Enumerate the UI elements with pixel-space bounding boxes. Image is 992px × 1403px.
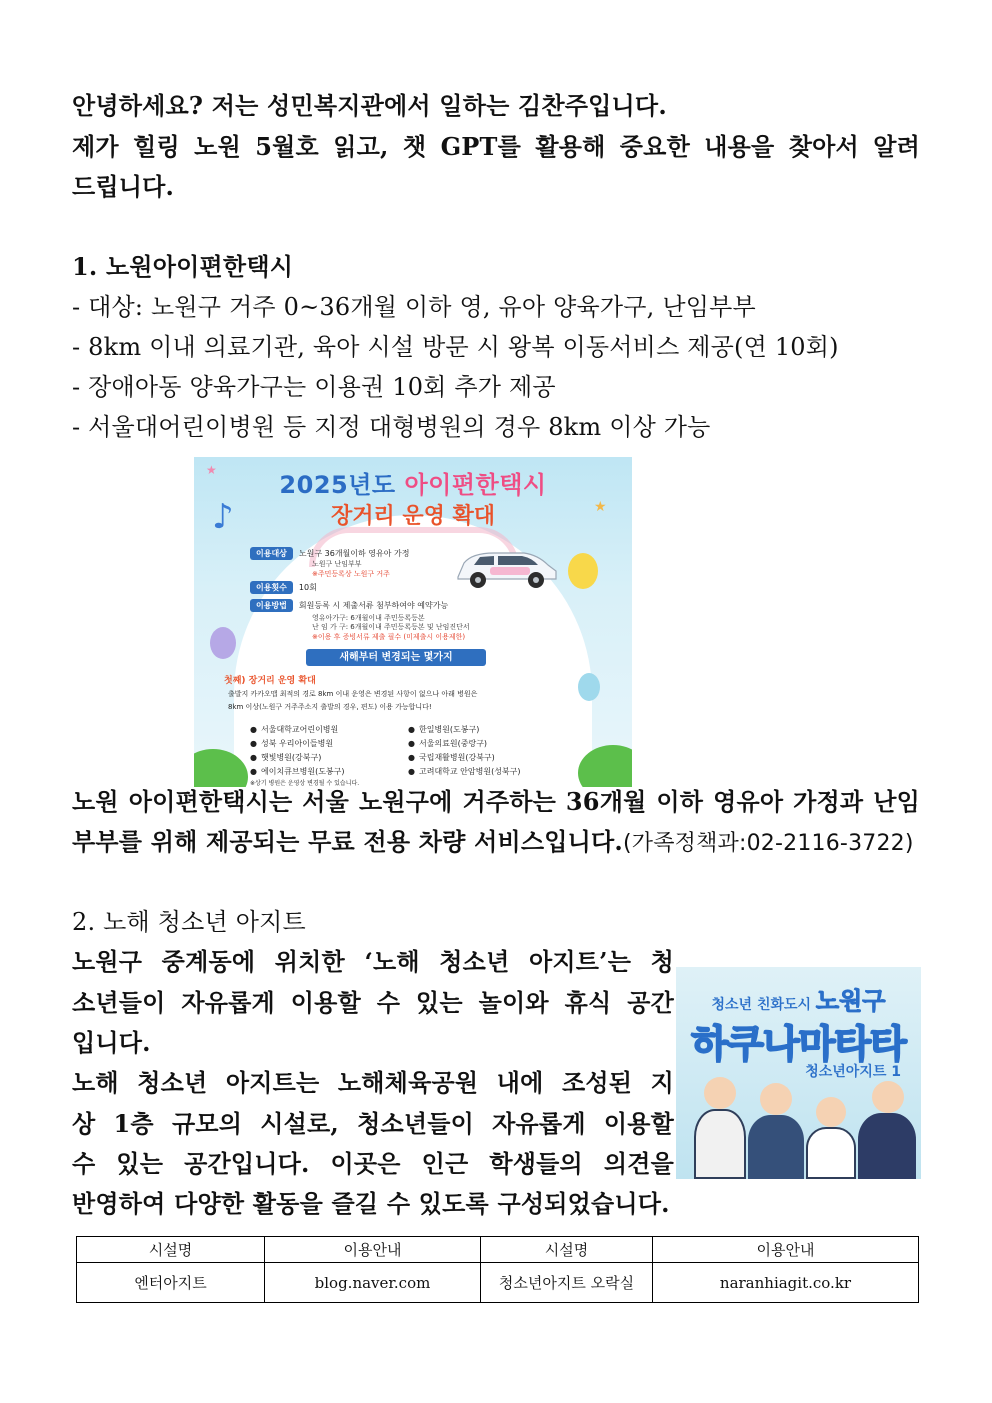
poster-count-row: 이용횟수 10회	[250, 581, 317, 594]
star-icon: ★	[206, 463, 217, 477]
intro-line-1: 안녕하세요? 저는 성민복지관에서 일하는 김찬주입니다.	[72, 91, 667, 120]
section1-bullet-2: - 8km 이내 의료기관, 육아 시설 방문 시 왕복 이동서비스 제공(연 10회)	[72, 333, 839, 361]
badge-main-text: 하쿠나마타타	[691, 1022, 906, 1066]
table-row	[77, 1263, 919, 1303]
table-cell-facility: 청소년아지트 오락실	[481, 1263, 653, 1303]
poster-change-1: 출발지 카카오맵 최적의 경로 8km 이내 운영은 변경된 사항이 없으나 아래 병원은	[228, 690, 478, 698]
table-header-cell: 시설명	[77, 1237, 265, 1263]
facility-table	[76, 1236, 919, 1303]
poster-target-2: 노원구 난임부부	[312, 560, 362, 568]
intro-line-3: 드립니다.	[72, 172, 175, 201]
student-head	[872, 1081, 904, 1113]
balloon-icon	[578, 673, 600, 701]
section2-line-7: 반영하여 다양한 활동을 즐길 수 있도록 구성되었습니다.	[72, 1189, 670, 1218]
section2-line-5: 상 1층 규모의 시설로, 청소년들이 자유롭게 이용할	[72, 1109, 674, 1138]
poster-hospital: ● 서울의료원(중랑구)	[408, 738, 487, 749]
section1-summary-1: 노원 아이편한택시는 서울 노원구에 거주하는 36개월 이하 영유아 가정과 난임	[72, 787, 920, 816]
poster-title: 2025년도 아이편한택시	[279, 471, 547, 499]
poster-change-title: 첫째) 장거리 운영 확대	[224, 676, 316, 686]
poster-hospital: ● 햇빛병원(강북구)	[250, 752, 321, 763]
student-head	[704, 1077, 736, 1109]
table-cell-link[interactable]: blog.naver.com	[265, 1263, 481, 1303]
table-header-row	[77, 1237, 919, 1263]
section2-heading: 2. 노해 청소년 아지트	[72, 908, 306, 936]
intro-line-2: 제가 힐링 노원 5월호 읽고, 챗 GPT를 활용해 중요한 내용을 찾아서 알려	[72, 132, 920, 161]
section2-line-6: 수 있는 공간입니다. 이곳은 인근 학생들의 의견을	[72, 1149, 674, 1178]
student-figure	[748, 1115, 804, 1179]
student-head	[760, 1083, 792, 1115]
poster-target-note: ※주민등록상 노원구 거주	[312, 570, 390, 578]
poster-doc-2: 난 임 가 구: 6개월이내 주민등록등본 및 난임진단서	[312, 623, 470, 631]
section2-line-4: 노해 청소년 아지트는 노해체육공원 내에 조성된 지	[72, 1068, 674, 1097]
poster-hospital: ● 고려대학교 안암병원(성북구)	[408, 766, 521, 777]
poster-target-row: 이용대상 노원구 36개월이하 영유아 가정	[250, 547, 409, 560]
poster-hospital: ● 서울대학교어린이병원	[250, 724, 338, 735]
balloon-icon	[210, 627, 236, 659]
poster-doc-note: ※이용 후 증빙서류 제출 필수 (미제출시 이용제한)	[312, 633, 466, 641]
poster-change-2: 8km 이상(노원구 거주주소지 출발의 경우, 편도) 이용 가능합니다!	[228, 703, 432, 711]
section2-line-2: 소년들이 자유롭게 이용할 수 있는 놀이와 휴식 공간	[72, 988, 674, 1017]
student-figure	[806, 1127, 856, 1179]
section1-heading: 1. 노원아이편한택시	[72, 252, 294, 281]
poster-hospital: ● 국립재활병원(강북구)	[408, 752, 495, 763]
taxi-poster-image	[194, 457, 632, 787]
section1-summary-2: 부부를 위해 제공되는 무료 전용 차량 서비스입니다.(가족정책과:02-2116-3722)	[72, 827, 914, 856]
student-figure	[858, 1113, 916, 1179]
table-header-cell: 이용안내	[653, 1237, 919, 1263]
table-header-cell: 시설명	[481, 1237, 653, 1263]
poster-banner: 새해부터 변경되는 몇가지	[306, 649, 486, 666]
poster-method-row: 이용방법 회원등록 시 제출서류 첨부하여야 예약가능	[250, 599, 448, 612]
poster-hospital: ● 성북 우리아이들병원	[250, 738, 333, 749]
student-head	[816, 1097, 846, 1127]
poster-subtitle: 장거리 운영 확대	[330, 504, 496, 529]
poster-hospital: ● 에이치큐브병원(도봉구)	[250, 766, 345, 777]
section2-line-3: 입니다.	[72, 1028, 151, 1057]
music-note-icon: ♪	[212, 497, 234, 537]
table-cell-facility: 엔터아지트	[77, 1263, 265, 1303]
poster-footnote: ※상기 병원은 운영상 변경될 수 있습니다.	[250, 780, 360, 787]
badge-top-text: 청소년 친화도시 노원구	[711, 987, 886, 1015]
section1-bullet-4: - 서울대어린이병원 등 지정 대형병원의 경우 8km 이상 가능	[72, 413, 711, 441]
poster-hospital: ● 한일병원(도봉구)	[408, 724, 479, 735]
section1-contact: (가족정책과:02-2116-3722)	[622, 831, 914, 856]
section1-bullet-3: - 장애아동 양육가구는 이용권 10회 추가 제공	[72, 373, 556, 401]
table-header-cell: 이용안내	[265, 1237, 481, 1263]
section1-bullet-1: - 대상: 노원구 거주 0~36개월 이하 영, 유아 양육가구, 난임부부	[72, 293, 756, 321]
hakuna-matata-image	[676, 967, 921, 1179]
table-cell-link[interactable]: naranhiagit.co.kr	[653, 1263, 919, 1303]
badge-sub-text: 청소년아지트 1	[805, 1064, 901, 1080]
student-figure	[694, 1109, 746, 1179]
balloon-icon	[568, 553, 598, 589]
taxi-car-icon	[450, 545, 562, 591]
section2-line-1: 노원구 중계동에 위치한 ‘노해 청소년 아지트’는 청	[72, 947, 674, 976]
poster-doc-1: 영유아가구: 6개월이내 주민등록등본	[312, 614, 425, 622]
star-icon: ★	[594, 499, 607, 515]
